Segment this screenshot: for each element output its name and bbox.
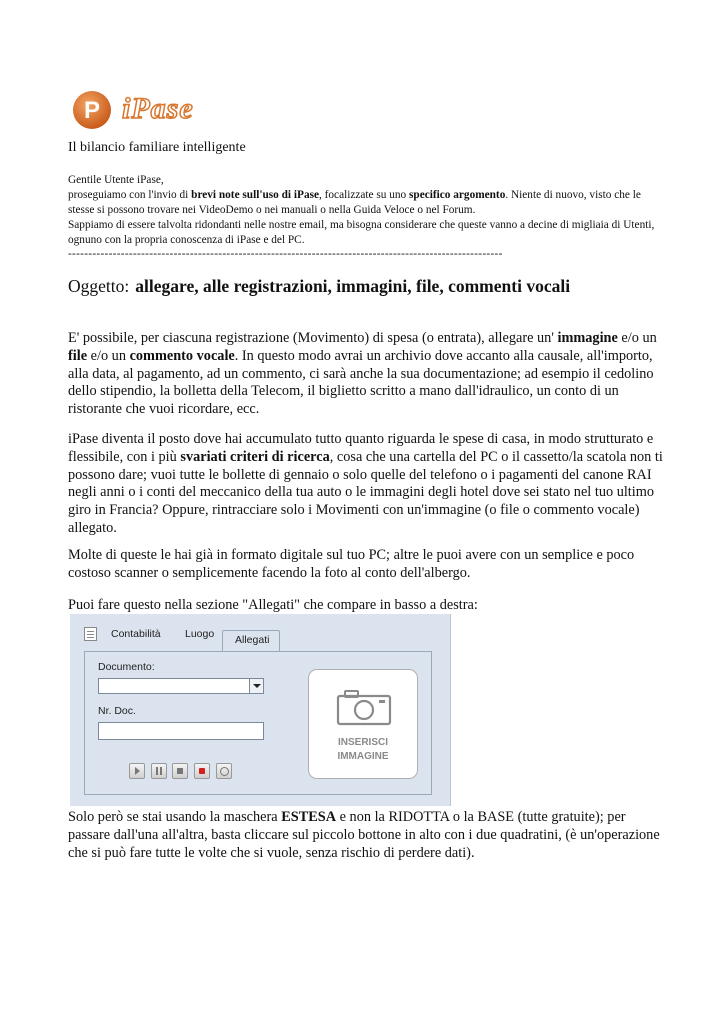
nrdoc-input[interactable]	[98, 722, 264, 740]
separator-line: -----------------------------------------------------------------------------------------------------------	[68, 248, 503, 260]
tagline: Il bilancio familiare intelligente	[68, 140, 246, 155]
tab-contabilita[interactable]: Contabilità	[111, 628, 161, 640]
tab-luogo[interactable]: Luogo	[185, 628, 215, 640]
greeting: Gentile Utente iPase,	[68, 174, 164, 186]
paragraph-1: E' possibile, per ciascuna registrazione (Movimento) di spesa (o entrata), allegare un' immagine e/o un file e/o un commento vocale. In questo modo avrai un archivio dove accanto alla causale, all'importo, alla data, al pagamento, ad un commento, ci sarà anche la sua documentazione; ad esempio il cedolino dello stipendio, la bolletta della Telecom, il biglietto scritto a mano dall'idraulico, un conto di un ristorante che vuoi ricordare, ecc.	[68, 330, 657, 418]
document-icon	[84, 627, 97, 641]
subject-heading: Oggetto: allegare, alle registrazioni, immagini, file, commenti vocali	[68, 276, 571, 296]
documento-dropdown[interactable]	[98, 678, 264, 694]
paragraph-3: Molte di queste le hai già in formato digitale sul tuo PC; altre le puoi avere con un semplice e poco costoso scanner o semplicemente facendo la foto al conto dell'albergo.	[68, 547, 635, 581]
play-icon[interactable]	[129, 763, 145, 779]
intro-paragraph: proseguiamo con l'invio di brevi note sull'uso di iPase, focalizzate su uno specifico argomento. Niente di nuovo, visto che le stesse si possono trovare nei VideoDemo o nei manuali o nella Guida Veloce o nel Forum.	[68, 189, 641, 217]
ipase-logo	[70, 88, 205, 132]
tab-allegati[interactable]	[222, 630, 280, 653]
allegati-panel	[84, 651, 432, 795]
nrdoc-label: Nr. Doc.	[98, 705, 136, 717]
intro-note: Sappiamo di essere talvolta ridondanti nelle nostre email, ma bisogna considerare che queste vanno a decine di migliaia di Utenti, ognuno con la propria conoscenza di iPase e del PC.	[68, 219, 655, 247]
camera-icon	[336, 690, 392, 726]
record-icon[interactable]	[194, 763, 210, 779]
clock-icon[interactable]	[216, 763, 232, 779]
chevron-down-icon[interactable]	[249, 679, 263, 693]
paragraph-5: Solo però se stai usando la maschera ESTESA e non la RIDOTTA o la BASE (tutte gratuite); per passare dall'una all'altra, basta cliccare sul piccolo bottone in alto con i due quadratini, (è un'operazione che si può fare tutte le volte che si vuole, senza rischio di perdere dati).	[68, 809, 660, 861]
stop-icon[interactable]	[172, 763, 188, 779]
allegati-panel-screenshot	[70, 614, 451, 806]
logo-brand-text: iPase	[122, 92, 194, 125]
logo-letter: P	[83, 97, 101, 124]
insert-image-button[interactable]	[308, 669, 418, 779]
pause-icon[interactable]	[151, 763, 167, 779]
tab-allegati-label: Allegati	[235, 634, 270, 646]
insert-image-label: INSERISCI IMMAGINE	[337, 737, 389, 762]
paragraph-2: iPase diventa il posto dove hai accumulato tutto quanto riguarda le spese di casa, in modo strutturato e flessibile, con i più svariati criteri di ricerca, cosa che una cartella del PC o il cassetto/la scatola non ti possono dare; vuoi tutte le bollette di gennaio o solo quelle del telefono o i pagamenti del canone RAI negli anni o i conti del meccanico della tua auto o le immagini degli hotel dove sei stato nel tuo ultimo giro in Francia? Oppure, rintracciare solo i Movimenti con un'immagine (o file o commento vocale) allegato.	[68, 431, 663, 536]
tab-bar	[70, 614, 450, 646]
documento-label: Documento:	[98, 661, 155, 673]
paragraph-4: Puoi fare questo nella sezione "Allegati" che compare in basso a destra:	[68, 597, 478, 613]
